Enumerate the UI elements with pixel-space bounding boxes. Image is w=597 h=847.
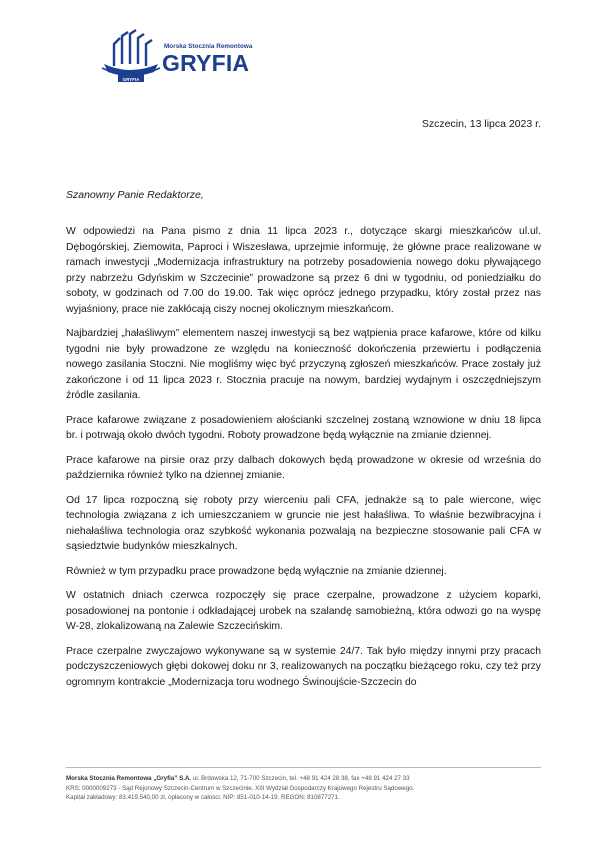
paragraph: Prace kafarowe na pirsie oraz przy dalbach dokowych będą prowadzone w okresie od września do października również tylko na dziennej zmianie. — [66, 454, 541, 481]
footer-address: ul. Brdowska 12, 71-700 Szczecin, tel. +48 91 424 28 38, fax +48 91 424 27 33 — [192, 775, 410, 782]
paragraph: W odpowiedzi na Pana pismo z dnia 11 lipca 2023 r., dotyczące skargi mieszkańców ul.ul. Dębogórskiej, Ziemowita, Paproci i Wiszesława, uprzejmie informuję, że główne prace realizowane w ramach inwestycji „Modernizacja infrastruktury na potrzeby posadowienia nowego doku pływającego przy nabrzeżu Gdyńskim w Szczecinie” prowadzone są przez 6 dni w tygodniu, od poniedziałku do soboty, w godzinach od 7.00 do 19.00. Tak więc oprócz jednego przypadku, który został przez nas wyjaśniony, prace nie zakłócają ciszy nocnej okolicznym mieszkańcom. — [66, 226, 541, 315]
paragraph: Prace kafarowe związane z posadowieniem ałościanki szczelnej zostaną wznowione w dniu 18 lipca br. i potrwają około dwóch tygodni. Roboty prowadzone będą wyłącznie na zmianie dziennej. — [66, 414, 541, 441]
letter-greeting: Szanowny Panie Redaktorze, — [66, 189, 204, 201]
emblem-label: GRYFIA — [122, 77, 140, 82]
letter-date: Szczecin, 13 lipca 2023 r. — [421, 118, 541, 130]
company-logo — [100, 24, 270, 94]
footer-capital: Kapitał zakładowy: 83.419.540,00 zł, opłacony w całości. NIP: 851-010-14-19. REGON: 810877271. — [66, 794, 340, 801]
letter-footer — [66, 774, 546, 803]
paragraph: Również w tym przypadku prace prowadzone będą wyłącznie na zmianie dziennej. — [66, 565, 447, 577]
letter-body — [66, 224, 541, 699]
company-name: GRYFIA — [162, 50, 250, 76]
paragraph: Najbardziej „hałaśliwym” elementem naszej inwestycji są bez wątpienia prace kafarowe, które od kilku tygodni nie były prowadzone ze względu na konieczność dokończenia przewiertu i podłączenia nowego zasilania Stoczni. Nie mogliśmy więc być przyczyną zgłoszeń mieszkańców. Prace zostały już zakończone i od 11 lipca 2023 r. Stocznia pracuje na nowym, bardziej wydajnym i oszczędniejszym źródle zasilania. — [66, 328, 541, 401]
footer-company-line — [66, 774, 546, 784]
paragraph: W ostatnich dniach czerwca rozpoczęły się prace czerpalne, prowadzone z użyciem koparki, posadowionej na pontonie i odkładającej urobek na szalandę samobieżną, która odwozi go na wyspę W-28, zlokalizowaną na Zalewie Szczecińskim. — [66, 590, 541, 632]
company-subtitle: Morska Stocznia Remontowa — [164, 43, 253, 50]
paragraph: Od 17 lipca rozpoczną się roboty przy wierceniu pali CFA, jednakże są to pale wiercone, więc technologia związana z ich umieszczaniem w gruncie nie jest hałaśliwa. To właśnie bezwibracyjna i niehałaśliwa technologia oraz szybkość wykonania pozwalają na bezpieczne stosowanie pali CFA w sąsiedztwie budynków mieszkalnych. — [66, 494, 541, 552]
paragraph: Prace czerpalne zwyczajowo wykonywane są w systemie 24/7. Tak było między innymi przy pracach podczyszczeniowych głębi dokowej doku nr 3, realizowanych na początku bieżącego roku, czy też przy ogromnym kontrakcie „Modernizacja toru wodnego Świnoujście-Szczecin do — [66, 645, 541, 688]
footer-divider — [66, 767, 541, 768]
footer-company: Morska Stocznia Remontowa „Gryfia” S.A. — [66, 775, 192, 782]
footer-krs: KRS: 0000009273 - Sąd Rejonowy Szczecin-Centrum w Szczecinie, XIII Wydział Gospodarczy Krajowego Rejestru Sądowego. — [66, 784, 415, 792]
